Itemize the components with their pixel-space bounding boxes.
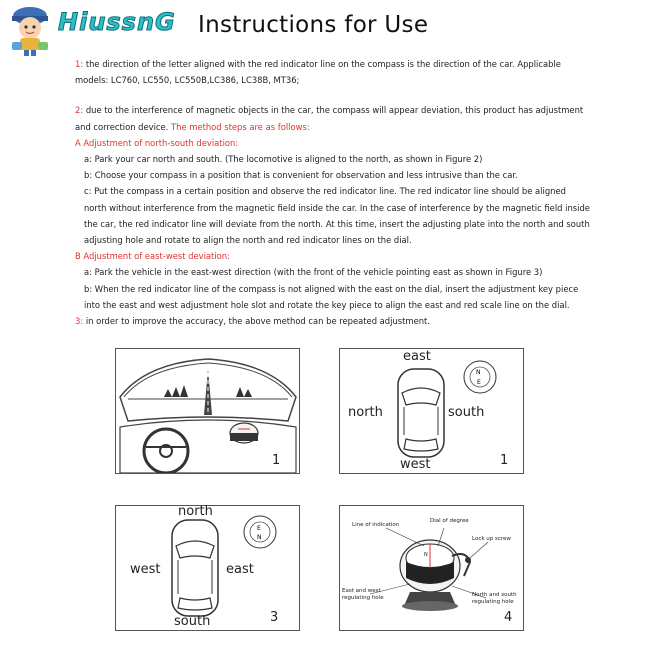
paragraph-3 <box>75 313 590 329</box>
section-b-step-b: b: When the red indicator line of the compass is not aligned with the east on the dial, insert the adjustment key piece into the east and west adjustment hole slot and rotate the key piece to align the east and red scale line on the dial. <box>84 283 579 310</box>
figure-3-west-label: west <box>130 562 161 577</box>
svg-text:N: N <box>476 369 481 376</box>
figure-2-south-label: south <box>448 405 485 420</box>
figure-2-north-label: north <box>348 405 383 420</box>
figure-3-east-west <box>115 505 300 631</box>
paragraph-1 <box>75 56 590 88</box>
section-a-step-a: a: Park your car north and south. (The locomotive is aligned to the north, as shown in Figure 2) <box>84 154 483 165</box>
section-a-step-c: c: Put the compass in a certain position and observe the red indicator line. The red indicator line should be aligned north without interference from the magnetic field inside the car. In the case of interference by the magnetic field inside the car, the red indicator line will deviate from the north. At this time, insert the adjusting plate into the north and south adjusting hole and rotate to align the north and red indicator lines on the dial. <box>84 186 590 246</box>
figure-3-east-label: east <box>226 562 254 577</box>
label-ns-line-2: regulating hole <box>472 599 514 605</box>
para-1-number: 1: <box>75 59 84 69</box>
paragraph-2 <box>75 102 590 134</box>
section-b-heading: B Adjustment of east-west deviation: <box>75 251 230 262</box>
section-b-step-a: a: Park the vehicle in the east-west direction (with the front of the vehicle pointing east as shown in Figure 3) <box>84 267 543 278</box>
figure-1-number: 1 <box>272 453 281 468</box>
figure-3-number: 3 <box>270 610 279 625</box>
figure-2-number: 1 <box>500 453 509 468</box>
label-line-of-indication: Line of indication <box>352 522 400 528</box>
svg-text:E: E <box>257 525 261 532</box>
label-lock-up-screw: Lock up screw <box>472 536 511 542</box>
page-title: Instructions for Use <box>198 12 429 38</box>
para-2-number: 2: <box>75 105 84 116</box>
label-dial-of-degree: Dial of degree <box>430 518 469 524</box>
section-a-heading: A Adjustment of north-south deviation: <box>75 137 239 148</box>
para-2-method: The method steps are as follows: <box>171 121 310 132</box>
figure-3-south-label: south <box>174 614 211 629</box>
label-ew-line-1: East and west <box>342 588 381 594</box>
mascot-character-icon <box>2 2 58 58</box>
section-a-step-b: b: Choose your compass in a position that is convenient for observation and less intrusive than the car. <box>84 170 518 181</box>
figure-2-west-label: west <box>400 457 431 472</box>
para-2-text: due to the interference of magnetic objects in the car, the compass will appear deviation, this product has adjustment and correction device. <box>75 105 584 132</box>
brand-logo-text: HiussnG <box>58 8 176 36</box>
svg-text:N: N <box>424 552 428 558</box>
instructions-body <box>75 56 590 329</box>
label-ew-regulating-hole <box>342 588 384 602</box>
label-ns-line-1: North and south <box>472 592 517 598</box>
figure-1-dashboard <box>115 348 300 474</box>
para-1-text: the direction of the letter aligned with the red indicator line on the compass is the direction of the car. Applicable models: LC760, LC550, LC550B,LC386, LC38B, MT36; <box>75 59 561 86</box>
para-3-text: in order to improve the accuracy, the above method can be repeated adjustment. <box>85 316 430 327</box>
label-ns-regulating-hole <box>472 592 517 606</box>
para-3-number: 3: <box>75 316 84 327</box>
figure-3-north-label: north <box>178 504 213 519</box>
label-ew-line-2: regulating hole <box>342 595 384 601</box>
svg-text:N: N <box>257 534 262 541</box>
figure-4-compass-parts <box>339 505 524 631</box>
figure-4-number: 4 <box>504 610 513 625</box>
figure-2-east-label: east <box>403 349 431 364</box>
figure-2-north-south <box>339 348 524 474</box>
svg-text:E: E <box>477 379 481 386</box>
brand-logo <box>2 2 182 58</box>
